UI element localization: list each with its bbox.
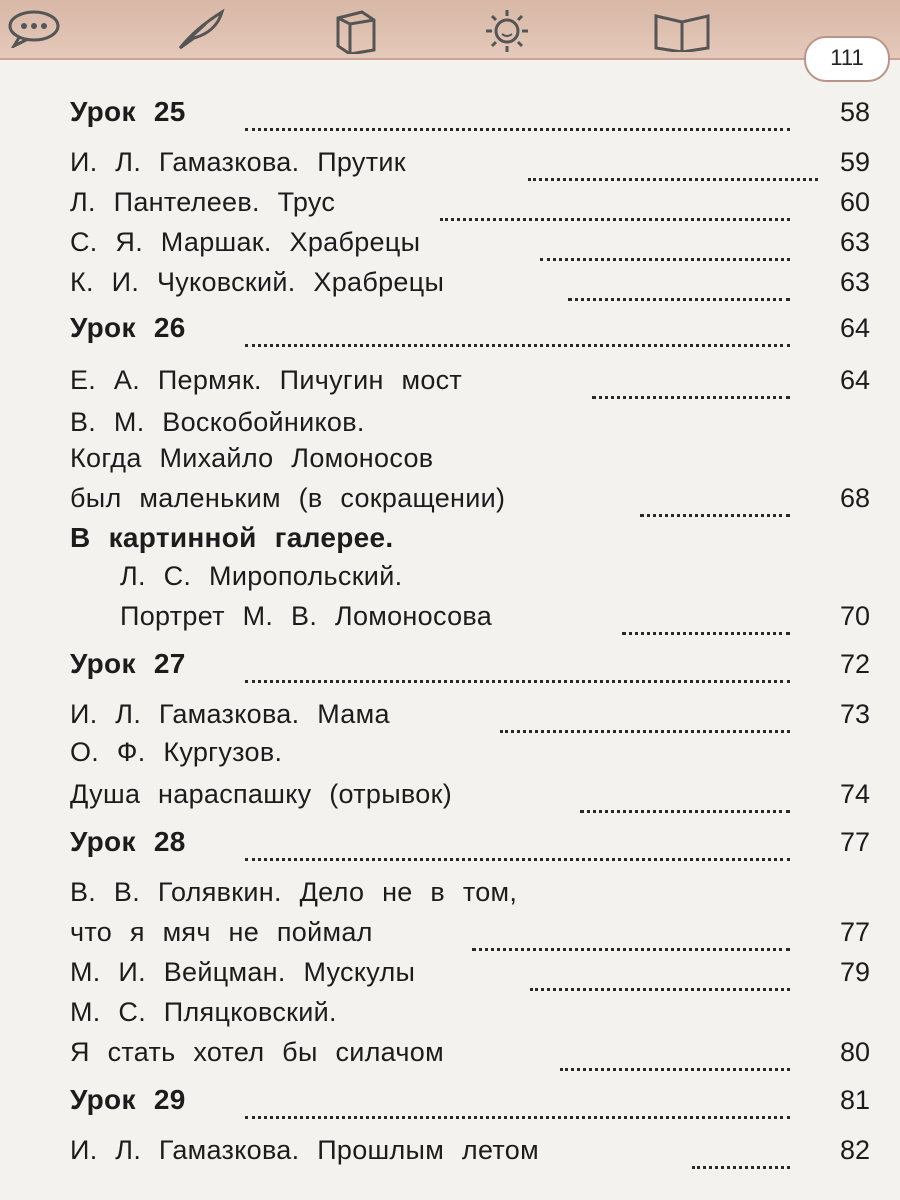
toc-entry-row [0, 1132, 900, 1172]
toc-leader-dots [245, 660, 790, 683]
toc-entry-row [0, 696, 900, 736]
toc-title: И. Л. Гамазкова. Прошлым летом [70, 1135, 539, 1165]
toc-leader-dots [245, 1096, 790, 1119]
toc-page-number: 73 [839, 699, 870, 729]
toc-heading-row [0, 1082, 900, 1122]
toc-title: что я мяч не поймал [70, 917, 373, 947]
toc-page-number: 70 [839, 601, 870, 631]
toc-leader-dots [472, 928, 790, 951]
toc-leader-dots [245, 324, 790, 347]
toc-entry-row [0, 734, 900, 774]
toc-page-number: 59 [839, 147, 870, 177]
toc-entry-row [0, 224, 900, 264]
toc-page-number: 80 [839, 1037, 870, 1067]
toc-page-number: 72 [839, 649, 870, 679]
toc-entry-row [0, 776, 900, 816]
toc-title: Урок 25 [70, 96, 186, 127]
toc-title: С. Я. Маршак. Храбрецы [70, 227, 421, 257]
toc-entry-row [0, 874, 900, 914]
toc-heading-row [0, 310, 900, 350]
toc-title: Урок 27 [70, 648, 186, 679]
toc-leader-dots [540, 238, 790, 261]
toc-page-number: 82 [839, 1135, 870, 1165]
toc-leader-dots [528, 158, 818, 181]
toc-entry-row [0, 144, 900, 184]
toc-title: был маленьким (в сокращении) [70, 483, 506, 513]
toc-title: Я стать хотел бы силачом [70, 1037, 444, 1067]
toc-title: Урок 29 [70, 1084, 186, 1115]
toc-entry-row [0, 264, 900, 304]
toc-title: М. С. Пляцковский. [70, 997, 337, 1027]
toc-leader-dots [622, 612, 790, 635]
toc-entry-row [0, 994, 900, 1034]
toc-entry-row [0, 440, 900, 480]
toc-leader-dots [580, 790, 790, 813]
toc-page-number: 79 [839, 957, 870, 987]
toc-entry-row [0, 954, 900, 994]
toc-title: В. В. Голявкин. Дело не в том, [70, 877, 518, 907]
toc-title: О. Ф. Кургузов. [70, 737, 283, 767]
toc-leader-dots [440, 198, 790, 221]
toc-title: И. Л. Гамазкова. Прутик [70, 147, 406, 177]
toc-entry-row [0, 914, 900, 954]
toc-heading-row [0, 824, 900, 864]
toc-page-number: 64 [839, 313, 870, 343]
toc-page-number: 60 [839, 187, 870, 217]
toc-entry-row [0, 598, 900, 638]
toc-leader-dots [568, 278, 790, 301]
page-number: 111 [804, 36, 890, 82]
toc-entry-row [0, 184, 900, 224]
toc-title: Е. А. Пермяк. Пичугин мост [70, 365, 463, 395]
toc-entry-row [0, 362, 900, 402]
toc-leader-dots [245, 108, 790, 131]
toc-entry-row [0, 404, 900, 444]
toc-page-number: 77 [839, 917, 870, 947]
toc-title: Л. Пантелеев. Трус [70, 187, 336, 217]
toc-page-number: 63 [839, 267, 870, 297]
toc-heading-row [0, 520, 900, 560]
toc-entry-row [0, 1034, 900, 1074]
toc-title: Портрет М. В. Ломоносова [120, 601, 493, 631]
toc-title: И. Л. Гамазкова. Мама [70, 699, 390, 729]
toc-leader-dots [592, 376, 790, 399]
toc-title: Л. С. Миропольский. [120, 561, 403, 591]
toc-heading-row [0, 646, 900, 686]
toc-leader-dots [692, 1146, 790, 1169]
toc-title: В картинной галерее. [70, 522, 394, 553]
toc-title: К. И. Чуковский. Храбрецы [70, 267, 445, 297]
toc-leader-dots [640, 494, 790, 517]
toc-page-number: 64 [839, 365, 870, 395]
toc-title: Урок 28 [70, 826, 186, 857]
toc-page-number: 68 [839, 483, 870, 513]
toc-entry-row [0, 558, 900, 598]
toc-page-number: 77 [839, 827, 870, 857]
toc-leader-dots [530, 968, 790, 991]
toc-title: Урок 26 [70, 312, 186, 343]
toc-title: В. М. Воскобойников. [70, 407, 365, 437]
toc-page-number: 63 [839, 227, 870, 257]
toc-title: Когда Михайло Ломоносов [70, 443, 434, 473]
toc-title: Душа нараспашку (отрывок) [70, 779, 452, 809]
toc-entry-row [0, 480, 900, 520]
toc-page-number: 81 [839, 1085, 870, 1115]
toc-heading-row [0, 94, 900, 134]
toc-page-number: 58 [839, 97, 870, 127]
toc-page-number: 74 [839, 779, 870, 809]
toc-leader-dots [500, 710, 790, 733]
toc-title: М. И. Вейцман. Мускулы [70, 957, 416, 987]
toc-leader-dots [560, 1048, 790, 1071]
toc-leader-dots [245, 838, 790, 861]
